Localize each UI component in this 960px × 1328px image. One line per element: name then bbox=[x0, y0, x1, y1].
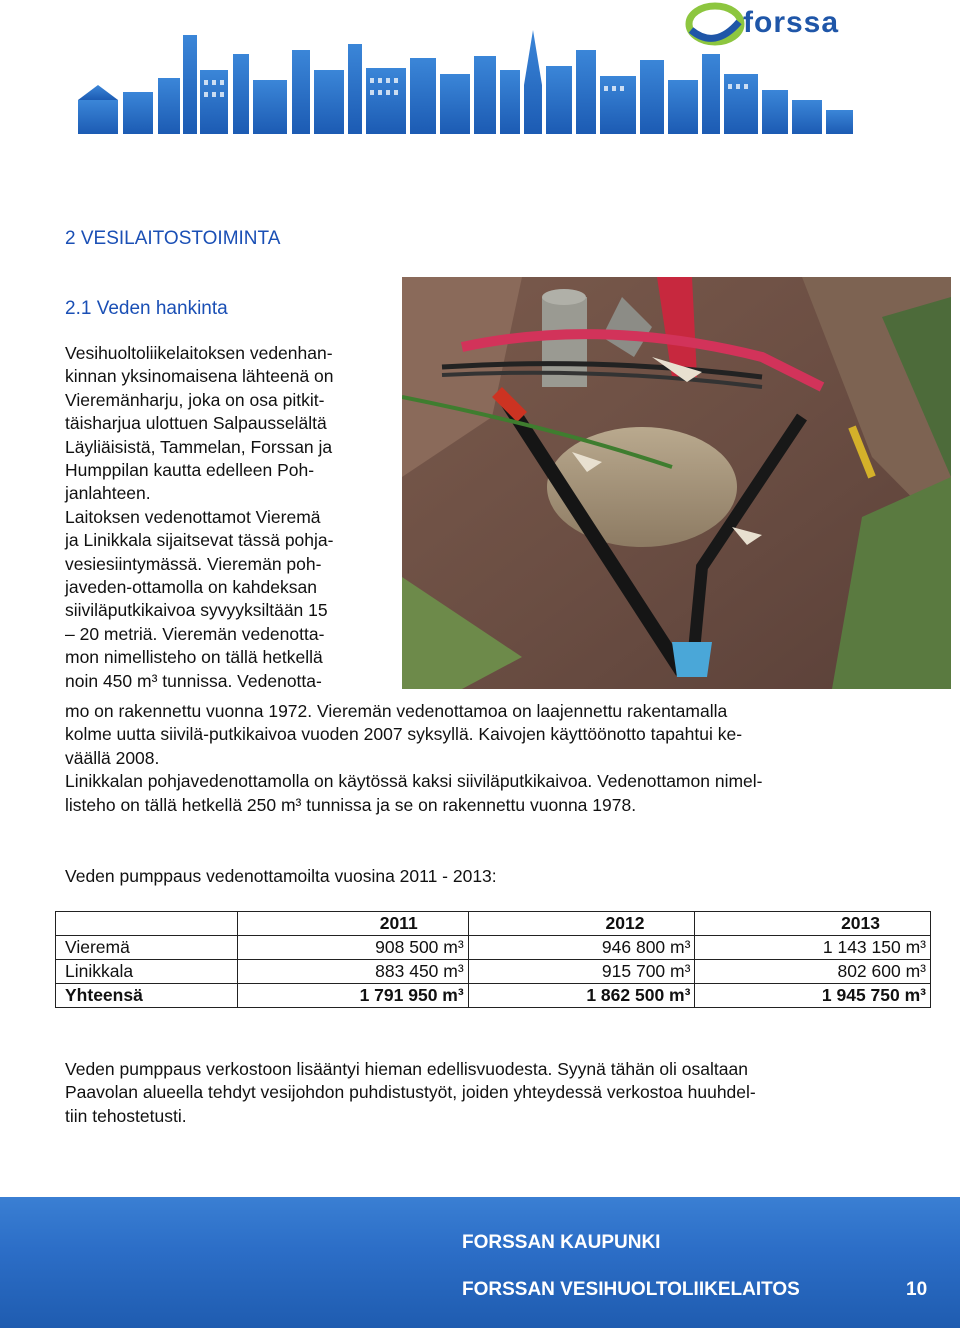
page-footer bbox=[0, 1197, 960, 1328]
table-cell: 946 800 m³ bbox=[468, 936, 695, 960]
text-line: vesiesiintymässä. Vieremän poh- bbox=[65, 553, 322, 574]
text-line: Veden pumppaus verkostoon lisääntyi hieman edellisvuodesta. Syynä tähän oli osaltaan bbox=[65, 1059, 748, 1079]
text-line: Vesihuoltoliikelaitoksen vedenhan- bbox=[65, 343, 333, 363]
table-header-cell: 2011 bbox=[237, 912, 468, 936]
text-line: väällä 2008. bbox=[65, 747, 160, 768]
text-line: janlahteen. bbox=[65, 483, 151, 504]
excavation-photo bbox=[402, 277, 951, 689]
text-line: listeho on tällä hetkellä 250 m³ tunnissa ja se on rakennettu vuonna 1978. bbox=[65, 794, 637, 815]
intro-paragraph bbox=[65, 342, 405, 693]
text-line: ja Linikkala sijaitsevat tässä pohja- bbox=[65, 530, 334, 551]
table-cell: Yhteensä bbox=[56, 984, 238, 1008]
table-caption: Veden pumppaus vedenottamoilta vuosina 2011 - 2013: bbox=[65, 866, 497, 886]
text-line: Linikkalan pohjavedenottamolla on käytössä kaksi siiviläputkikaivoa. Vedenottamon nimel- bbox=[65, 771, 763, 792]
table-total-row bbox=[56, 984, 931, 1008]
text-line: Humppilan kautta edelleen Poh- bbox=[65, 460, 315, 481]
text-line: Laitoksen vedenottamot Vieremä bbox=[65, 506, 321, 527]
footer-department: FORSSAN VESIHUOLTOLIIKELAITOS bbox=[462, 1279, 800, 1300]
table-cell: Linikkala bbox=[56, 960, 238, 984]
table-cell: Vieremä bbox=[56, 936, 238, 960]
forssa-logo bbox=[685, 0, 960, 52]
table-header-cell bbox=[56, 912, 238, 936]
table-header-cell: 2013 bbox=[695, 912, 931, 936]
text-line: mon nimellisteho on tällä hetkellä bbox=[65, 647, 323, 668]
text-line: siiviläputkikaivoa syvyyksiltään 15 bbox=[65, 600, 328, 621]
table-cell: 883 450 m³ bbox=[237, 960, 468, 984]
logo-text: forssa bbox=[743, 6, 840, 39]
table-cell: 915 700 m³ bbox=[468, 960, 695, 984]
table-cell: 1 791 950 m³ bbox=[237, 984, 468, 1008]
text-line: mo on rakennettu vuonna 1972. Vieremän vedenottamoa on laajennettu rakentamalla bbox=[65, 701, 728, 721]
table-header-row bbox=[56, 912, 931, 936]
text-line: kolme uutta siivilä-putkikaivoa vuoden 2007 syksyllä. Kaivojen käyttöönotto tapahtui ke- bbox=[65, 724, 743, 745]
text-line: javeden-ottamolla on kahdeksan bbox=[65, 577, 317, 598]
text-line: Vieremänharju, joka on osa pitkit- bbox=[65, 389, 325, 410]
table-header-cell: 2012 bbox=[468, 912, 695, 936]
subsection-title: 2.1 Veden hankinta bbox=[65, 298, 228, 319]
footer-organization: FORSSAN KAUPUNKI bbox=[462, 1232, 661, 1253]
table-cell: 908 500 m³ bbox=[237, 936, 468, 960]
text-line: tiin tehostetusti. bbox=[65, 1105, 187, 1126]
text-line: kinnan yksinomaisena lähteenä on bbox=[65, 366, 334, 387]
table-cell: 802 600 m³ bbox=[695, 960, 931, 984]
text-line: Paavolan alueella tehdyt vesijohdon puhdistustyöt, joiden yhteydessä verkostoa huuhdel- bbox=[65, 1082, 756, 1103]
closing-paragraph bbox=[65, 1058, 885, 1128]
table-cell: 1 143 150 m³ bbox=[695, 936, 931, 960]
body-paragraph bbox=[65, 700, 865, 817]
text-line: Läyliäisistä, Tammelan, Forssan ja bbox=[65, 436, 333, 457]
table-row bbox=[56, 936, 931, 960]
page-number: 10 bbox=[906, 1279, 928, 1300]
pumping-table bbox=[55, 911, 931, 1008]
text-line: noin 450 m³ tunnissa. Vedenotta- bbox=[65, 670, 322, 691]
table-cell: 1 945 750 m³ bbox=[695, 984, 931, 1008]
logo-swoosh-icon bbox=[685, 0, 745, 48]
text-line: täisharjua ulottuen Salpausselältä bbox=[65, 413, 327, 434]
table-cell: 1 862 500 m³ bbox=[468, 984, 695, 1008]
text-line: – 20 metriä. Vieremän vedenotta- bbox=[65, 623, 325, 644]
section-title: 2 VESILAITOSTOIMINTA bbox=[65, 228, 281, 249]
table-row bbox=[56, 960, 931, 984]
